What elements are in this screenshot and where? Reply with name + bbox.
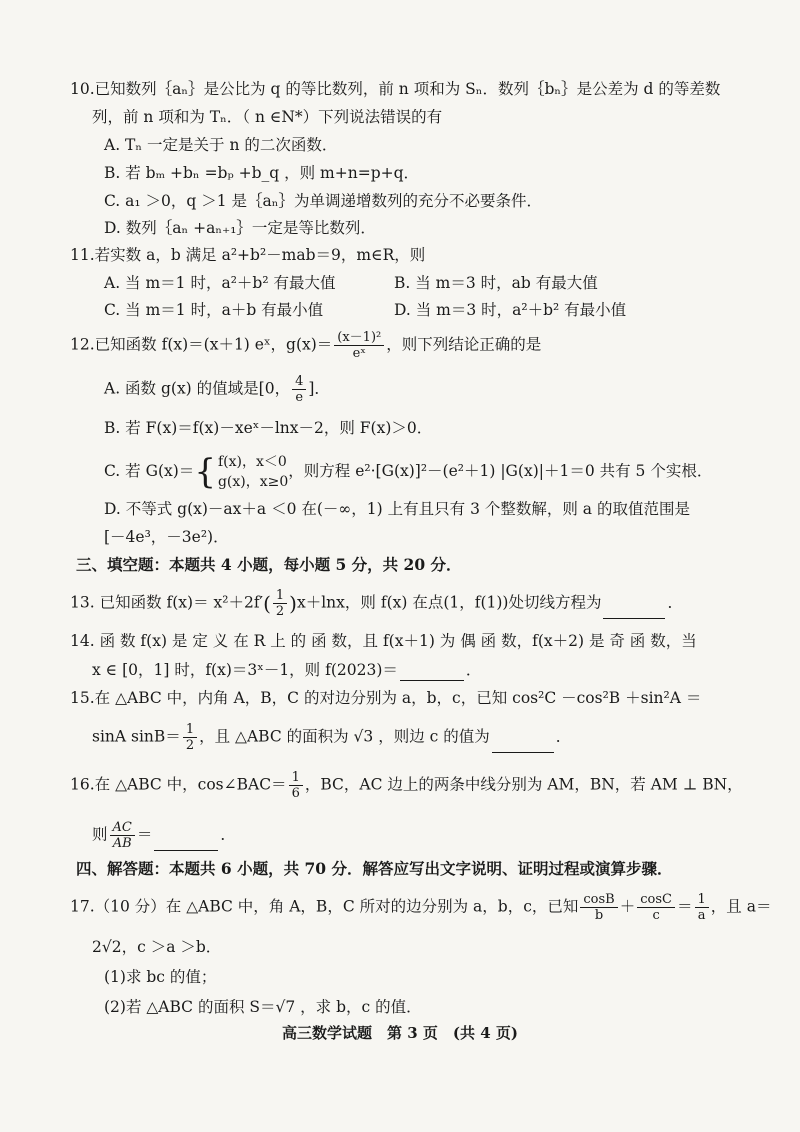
q12-option-d-line1: D. 不等式 g(x)－ax＋a ＜0 在(－∞，1) 上有且只有 3 个整数解，则 a 的取值范围是 <box>104 500 690 518</box>
q15-stem-line1: 15.在 △ABC 中，内角 A，B，C 的对边分别为 a，b，c，已知 cos²C －cos²B ＋sin²A ＝ <box>70 689 702 707</box>
q13-answer-blank[interactable] <box>603 602 665 619</box>
section-fill-in-heading: 三、填空题：本题共 4 小题，每小题 5 分，共 20 分． <box>76 555 462 574</box>
q16-stem-line1: 16.在 △ABC 中，cos∠BAC＝ $\frac{1}{6}$ ，BC，AC 边上的两条中线分别为 AM，BN，若 AM ⊥ BN， <box>70 770 743 801</box>
q11-option-d: D. 当 m＝3 时，a²＋b² 有最小值 <box>394 301 627 319</box>
q17-stem-line1: 17.（10 分）在 △ABC 中，角 A，B，C 所对的边分别为 a，b，c，已知 $\frac{\cos B}{b}$ ＋ $\frac{\cos C}{c}$ ＝ $\frac{1}{a}$ ，且 a＝ <box>70 892 772 923</box>
q12-option-a: A. 函数 g(x) 的值域是[0， $\frac{4}{e}$ ]． <box>104 374 330 405</box>
q12-option-b: B. 若 F(x)＝f(x)－xeˣ－lnx－2，则 F(x)＞0． <box>104 419 433 437</box>
page-footer: 高三数学试题 第 3 页 (共 4 页) <box>282 1024 518 1042</box>
q14-stem-line1: 14. 函 数 f(x) 是 定 义 在 R 上 的 函 数，且 f(x＋1) 为 偶 函 数，f(x＋2) 是 奇 函 数，当 <box>70 632 697 650</box>
q16-answer-blank[interactable] <box>154 834 218 851</box>
q12-stem: 12.已知函数 f(x)＝(x＋1) eˣ，g(x)＝ $\frac{\text{(x－1)²}}{\text{eˣ}}$ ，则下列结论正确的是 <box>70 330 542 361</box>
q15-stem-line2: sinA sinB＝ $\frac{1}{2}$ ，且 △ABC 的面积为 √3 ，则边 c 的值为 ． <box>92 722 572 753</box>
q16-stem-line2: 则 $\frac{AC}{AB}$ ＝ ． <box>92 820 236 851</box>
q11-option-c: C. 当 m＝1 时，a＋b 有最小值 <box>104 301 324 319</box>
q11-stem: 11.若实数 a，b 满足 a²+b²－mab＝9，m∈R，则 <box>70 246 426 264</box>
q17-part-2: (2)若 △ABC 的面积 S＝√7 ，求 b，c 的值． <box>104 998 422 1016</box>
q12-option-c: C. 若 G(x)＝{ f(x)，x＜0 g(x)，x≥0 ，则方程 e²·[G(x)]²－(e²＋1) |G(x)|＋1＝0 共有 5 个实根． <box>104 452 713 492</box>
q15-answer-blank[interactable] <box>492 736 554 753</box>
q10-stem-line1: 10.已知数列｛aₙ｝是公比为 q 的等比数列，前 n 项和为 Sₙ．数列｛bₙ｝是公差为 d 的等差数 <box>70 80 721 98</box>
q10-stem-line2: 列，前 n 项和为 Tₙ．（ n ∈N*）下列说法错误的有 <box>92 108 443 126</box>
q10-option-a: A. Tₙ 一定是关于 n 的二次函数． <box>104 136 338 154</box>
q13-stem: 13. 已知函数 f(x)＝ x²＋2f′( $\frac{1}{2}$ )x＋lnx，则 f(x) 在点(1，f(1))处切线方程为 ． <box>70 588 683 619</box>
q11-option-b: B. 当 m＝3 时，ab 有最大值 <box>394 274 598 292</box>
q10-option-c: C. a₁ ＞0，q ＞1 是｛aₙ｝为单调递增数列的充分不必要条件． <box>104 192 542 210</box>
section-solution-heading: 四、解答题：本题共 6 小题，共 70 分．解答应写出文字说明、证明过程或演算步骤． <box>76 859 673 878</box>
q14-stem-line2: x ∈ [0，1] 时，f(x)＝3ˣ－1，则 f(2023)＝ ． <box>92 661 482 679</box>
q14-answer-blank[interactable] <box>400 664 464 681</box>
q10-option-d: D. 数列｛aₙ +aₙ₊₁｝一定是等比数列． <box>104 219 376 237</box>
q12-option-d-line2: [－4e³，－3e²)． <box>104 528 229 546</box>
q10-option-b: B. 若 bₘ +bₙ =bₚ +b_q ，则 m+n=p+q． <box>104 164 420 182</box>
q17-stem-line2: 2√2，c ＞a ＞b． <box>92 938 222 956</box>
q11-option-a: A. 当 m＝1 时，a²＋b² 有最大值 <box>104 274 336 292</box>
q12-g-fraction: $\frac{\text{(x－1)²}}{\text{eˣ}}$ <box>334 330 384 361</box>
q17-part-1: (1)求 bc 的值； <box>104 968 217 986</box>
